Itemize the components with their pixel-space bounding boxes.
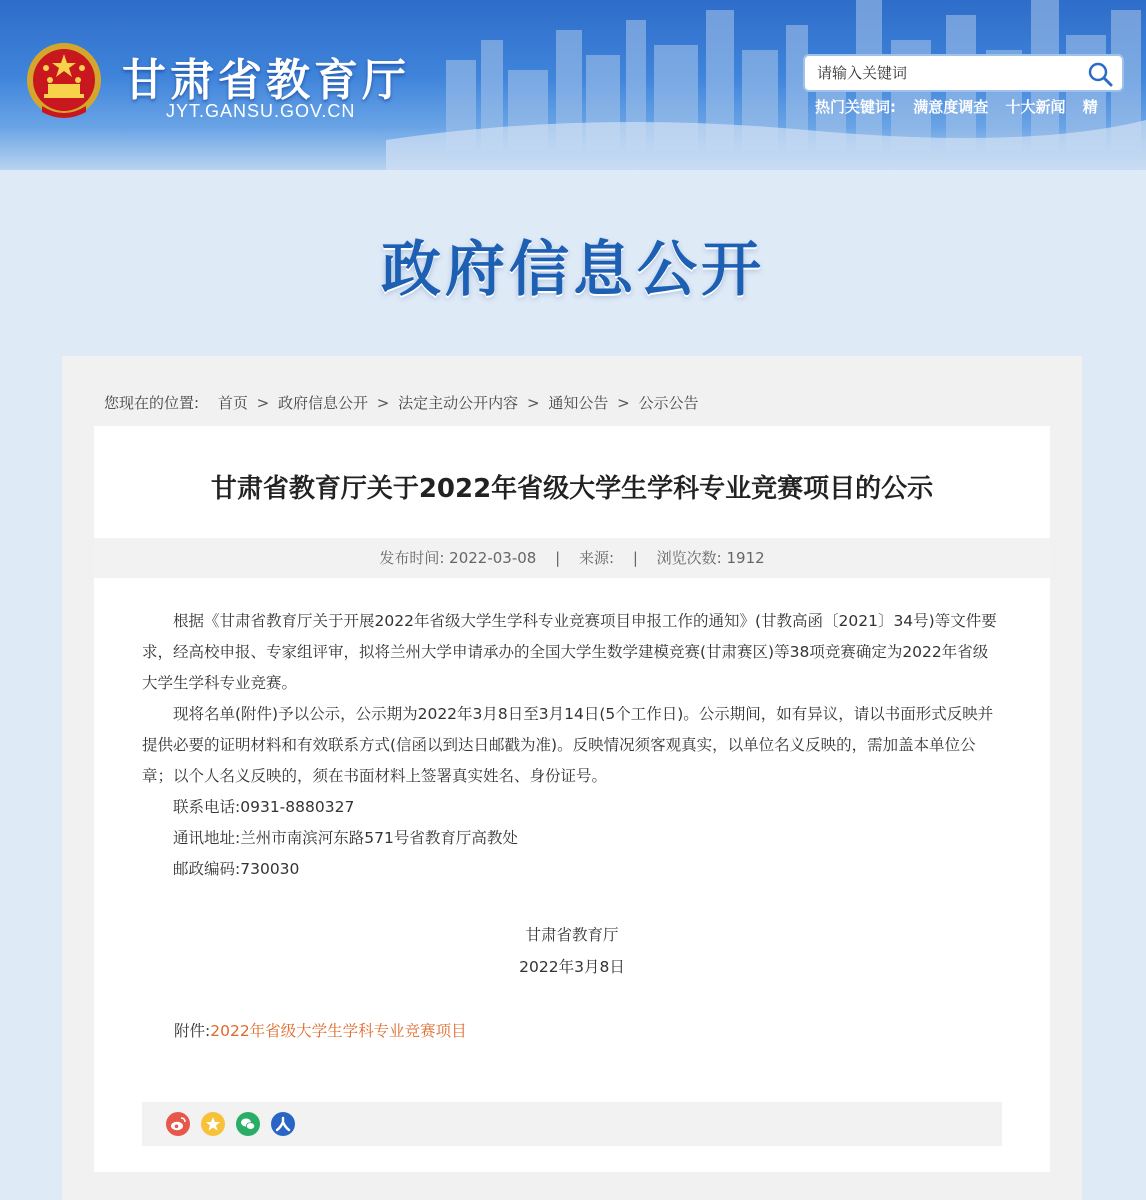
breadcrumb-home[interactable]: 首页: [217, 394, 248, 412]
article-title: 甘肃省教育厅关于2022年省级大学生学科专业竞赛项目的公示: [210, 474, 934, 504]
search-input[interactable]: [817, 62, 1077, 84]
address-label: 通讯地址:: [173, 829, 241, 847]
paragraph: 根据《甘肃省教育厅关于开展2022年省级大学生学科专业竞赛项目申报工作的通知》(甘教高函〔2021〕34号)等文件要求，经高校申报、专家组评审，拟将兰州大学申请承办的全国大学生数学建模竞赛(甘肃赛区)等38项竞赛确定为2022年省级大学生学科专业竞赛。: [142, 612, 997, 692]
article-body: [142, 606, 1002, 885]
hot-keyword[interactable]: 精: [1082, 98, 1098, 116]
search-icon[interactable]: [1086, 60, 1114, 88]
header-banner: [0, 0, 1146, 170]
share-bar: [142, 1102, 1002, 1146]
contact-phone: [142, 792, 1002, 823]
source-label: 来源:: [578, 549, 615, 567]
breadcrumb-statutory[interactable]: 法定主动公开内容: [398, 394, 519, 412]
contact-address: [142, 823, 1002, 854]
site-title[interactable]: 甘肃省教育厅: [122, 55, 410, 106]
national-emblem-icon: [24, 40, 104, 124]
views-label: 浏览次数:: [656, 549, 722, 567]
attachment-label: 附件:: [174, 1022, 211, 1040]
hot-keywords-label: 热门关键词:: [815, 98, 896, 116]
site-domain: JYT.GANSU.GOV.CN: [166, 101, 356, 121]
postcode-label: 邮政编码:: [173, 860, 241, 878]
breadcrumb-gov-info[interactable]: 政府信息公开: [278, 394, 369, 412]
meta-divider: |: [632, 549, 638, 567]
attachment-link[interactable]: 2022年省级大学生学科专业竞赛项目: [210, 1022, 467, 1040]
section-heading: 政府信息公开: [381, 235, 765, 305]
breadcrumb-separator: >: [256, 394, 270, 412]
article-meta: [94, 538, 1050, 578]
breadcrumb-notices[interactable]: 通知公告: [548, 394, 609, 412]
phone-value: 0931-8880327: [240, 798, 355, 816]
search-box: [803, 54, 1124, 92]
wechat-icon[interactable]: [236, 1112, 260, 1136]
breadcrumb: [104, 392, 698, 413]
postcode-value: 730030: [240, 860, 300, 878]
phone-label: 联系电话:: [173, 798, 241, 816]
signature-date: 2022年3月8日: [519, 958, 625, 976]
weibo-icon[interactable]: [166, 1112, 190, 1136]
paragraph: 现将名单(附件)予以公示，公示期为2022年3月8日至3月14日(5个工作日)。公示期间，如有异议，请以书面形式反映并提供必要的证明材料和有效联系方式(信函以到达日邮戳为准)。反映情况须客观真实，以单位名义反映的，需加盖本单位公章；以个人名义反映的，须在书面材料上签署真实姓名、身份证号。: [142, 705, 994, 785]
breadcrumb-separator: >: [617, 394, 630, 412]
hot-keyword[interactable]: 十大新闻: [1005, 98, 1066, 116]
breadcrumb-prefix: 您现在的位置:: [104, 394, 200, 412]
article: [94, 426, 1050, 1172]
address-value: 兰州市南滨河东路571号省教育厅高教处: [240, 829, 518, 847]
content-container: [62, 356, 1082, 1200]
contact-postcode: [142, 854, 1002, 885]
meta-divider: |: [555, 549, 561, 567]
breadcrumb-announcements[interactable]: 公示公告: [638, 394, 699, 412]
publish-date: 2022-03-08: [449, 549, 537, 567]
renren-icon[interactable]: [271, 1112, 295, 1136]
signature-org: 甘肃省教育厅: [525, 926, 619, 944]
publish-label: 发布时间:: [379, 549, 445, 567]
hot-keywords: [815, 96, 1146, 118]
breadcrumb-separator: >: [526, 394, 540, 412]
breadcrumb-separator: >: [376, 394, 390, 412]
hot-keyword[interactable]: 满意度调查: [913, 98, 989, 116]
views-count: 1912: [726, 549, 765, 567]
attachment: [174, 1019, 467, 1041]
qzone-icon[interactable]: [201, 1112, 225, 1136]
